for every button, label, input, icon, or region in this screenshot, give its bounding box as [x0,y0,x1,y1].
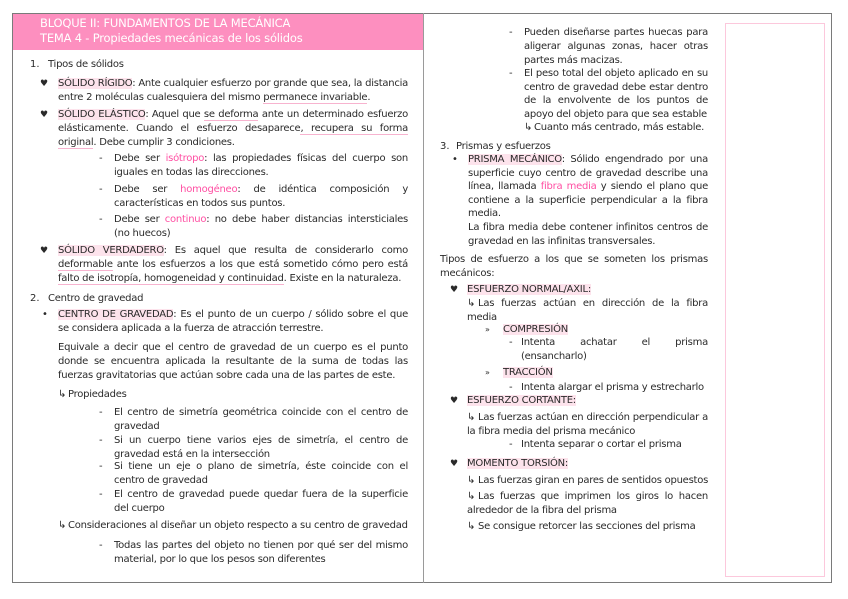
text: ante los esfuerzos a los que está sometido cómo pero está [112,259,408,270]
centro-gravedad-def [58,308,408,336]
condition-item [114,152,408,180]
column-divider [423,13,424,583]
page-header [13,14,423,50]
underlined-text: se deforma [203,109,259,120]
propiedad-item: Si tiene un eje o plano de simetría, éste coincide con el centro de gravedad [114,461,408,486]
dash-marker: - [99,184,103,195]
section-title: Tipos de sólidos [48,59,124,70]
text: Debe ser [114,153,166,164]
esfuerzo-cortante-label [467,394,576,408]
text: Debe ser [114,184,181,195]
dash-marker: - [99,540,103,551]
prisma-mecanico-def [468,153,708,221]
consideracion-item: El peso total del objeto aplicado en su centro de gravedad debe estar dentro de la envolvente de los puntos de apoyo del objeto para que sea estable [524,68,708,120]
equivale-paragraph: Equivale a decir que el centro de gravedad de un cuerpo es el punto donde se encuentra aplicada la resultante de la suma de todas las fuerzas gravitatorias que actúan sobre cada una de las partes de este. [58,342,408,381]
underlined-text: deformable [58,259,113,270]
term-label: CENTRO DE GRAVEDAD [58,309,174,320]
normal-desc: Las fuerzas actúan en dirección de la fibra media [467,298,708,323]
topic-title: TEMA 4 - Propiedades mecánicas de los sólidos [40,31,303,45]
notes-box [725,23,825,577]
dash-marker: - [509,439,513,450]
section-number: 2. [30,293,40,304]
torsion-item: Las fuerzas que imprimen los giros lo hacen alrededor de la fibra del prisma [467,491,708,516]
text: y siendo el plano que contiene a la superficie perpendicular a la fibra media. [468,181,708,220]
propiedad-item: Si un cuerpo tiene varios ejes de simetría, el centro de gravedad está en la intersección [114,435,408,460]
text: . Debe cumplir 3 condiciones. [93,137,235,148]
text: : Ante cualquier esfuerzo por grande que sea, la distancia entre 2 moléculas cualesquiera del mismo [58,78,408,103]
double-chevron-icon: » [485,368,490,377]
fibra-note: La fibra media debe contener infinitos centros de gravedad en las infinitas transversales. [468,222,708,247]
term-label: MOMENTO TORSIÓN: [467,458,569,469]
dash-marker: - [99,153,103,164]
cortante-desc: Las fuerzas actúan en dirección perpendicular a la fibra media del prisma mecánico [467,412,708,437]
heart-bullet-icon: ♥ [450,396,459,406]
text: . [367,92,371,103]
term-label: PRISMA MECÁNICO [468,154,562,165]
section-title: Prismas y esfuerzos [456,141,551,152]
propiedad-item: El centro de gravedad puede quedar fuera de la superficie del cuerpo [114,489,408,514]
text: ante un determinado esfuerzo elásticamente. Cuando el esfuerzo desaparece [58,109,408,134]
dash-marker: - [99,461,103,472]
cortante-sub: Intenta separar o cortar el prisma [521,439,682,450]
dash-marker: - [99,214,103,225]
text: : de idéntica composición y características en todos sus puntos. [114,184,408,209]
traccion-label [503,366,553,380]
arrow-icon: ↳ [524,122,533,133]
heart-bullet-icon: ♥ [450,459,459,469]
arrow-icon: ↳ [467,298,476,309]
traccion-desc: Intenta alargar el prisma y estrecharlo [521,382,704,393]
compresion-desc: Intenta achatar el prisma (ensancharlo) [521,337,708,362]
text: : las propiedades físicas del cuerpo son iguales en todas las direcciones. [114,153,409,178]
condition-item [114,183,408,211]
term: homogéneo [180,184,238,195]
term-label: ESFUERZO CORTANTE: [467,395,576,406]
centrado-note: Cuanto más centrado, más estable. [534,122,705,133]
section-number: 3. [440,141,450,152]
arrow-icon: ↳ [467,475,476,486]
term-label: COMPRESIÓN [503,324,568,335]
dash-marker: - [509,27,513,38]
text: . Existe en la naturaleza. [283,273,402,284]
tipos-intro: Tipos de esfuerzo a los que se someten los prismas mecánicos: [440,254,708,279]
heart-bullet-icon: ♥ [450,285,459,295]
arrow-icon: ↳ [467,491,476,502]
propiedad-item: El centro de simetría geométrica coincide con el centro de gravedad [114,407,408,432]
torsion-item: Se consigue retorcer las secciones del prisma [478,521,696,532]
dash-marker: - [509,68,513,79]
heart-bullet-icon: ♥ [40,246,49,256]
underlined-text: permanece invariable [263,92,368,103]
term-label: SÓLIDO VERDADERO [58,245,164,256]
dash-marker: - [509,382,513,393]
torsion-item: Las fuerzas giran en pares de sentidos opuestos [478,475,709,486]
arrow-icon: ↳ [58,389,67,400]
underlined-text: , recupera su forma original [58,123,408,148]
dash-marker: - [99,407,103,418]
consideracion-item: Todas las partes del objeto no tienen por qué ser del mismo material, por lo que los pesos son diferentes [114,540,408,565]
consideraciones-title: Consideraciones al diseñar un objeto respecto a su centro de gravedad [68,520,408,531]
consideracion-item: Pueden diseñarse partes huecas para aligerar algunas zonas, hacer otras partes más macizas. [524,27,708,66]
double-chevron-icon: » [485,325,490,334]
propiedades-title: Propiedades [68,389,127,400]
bullet-dot: • [42,309,48,320]
text: : Es el punto de un cuerpo / sólido sobre el que se considera aplicada a la fuerza de atracción terrestre. [58,309,408,334]
arrow-icon: ↳ [467,412,476,423]
section-title: Centro de gravedad [48,293,144,304]
text: Debe ser [114,214,165,225]
text: : Aquel que [145,109,204,120]
term: isótropo [165,153,205,164]
underlined-text: falto de isotropía, homogeneidad y continuidad [58,273,284,284]
esfuerzo-normal-label [467,283,591,297]
heart-bullet-icon: ♥ [40,110,49,120]
solido-rigido [58,77,408,105]
compresion-label [503,323,568,337]
term: fibra media [540,181,597,193]
bullet-dot: • [452,154,458,165]
arrow-icon: ↳ [58,520,67,531]
solido-verdadero [58,244,408,286]
solido-elastico [58,108,408,150]
arrow-icon: ↳ [467,521,476,532]
term-label: ESFUERZO NORMAL/AXIL: [467,284,591,295]
text: : no debe haber distancias intersticiales (no huecos) [114,214,409,239]
text: : Es aquel que resulta de considerarlo como [163,245,408,256]
heart-bullet-icon: ♥ [40,79,49,89]
condition-item [114,213,408,241]
dash-marker: - [99,435,103,446]
term-label: TRACCIÓN [503,367,553,378]
section-number: 1. [30,59,40,70]
dash-marker: - [99,489,103,500]
block-title: BLOQUE II: FUNDAMENTOS DE LA MECÁNICA [40,16,291,30]
dash-marker: - [509,337,513,348]
term-label: SÓLIDO RÍGIDO [58,78,133,89]
text: : Sólido engendrado por una superficie cuyo centro de gravedad describe una línea, llamada [468,154,708,193]
term: continuo [164,214,207,225]
term-label: SÓLIDO ELÁSTICO [58,109,146,120]
momento-torsion-label [467,457,568,471]
